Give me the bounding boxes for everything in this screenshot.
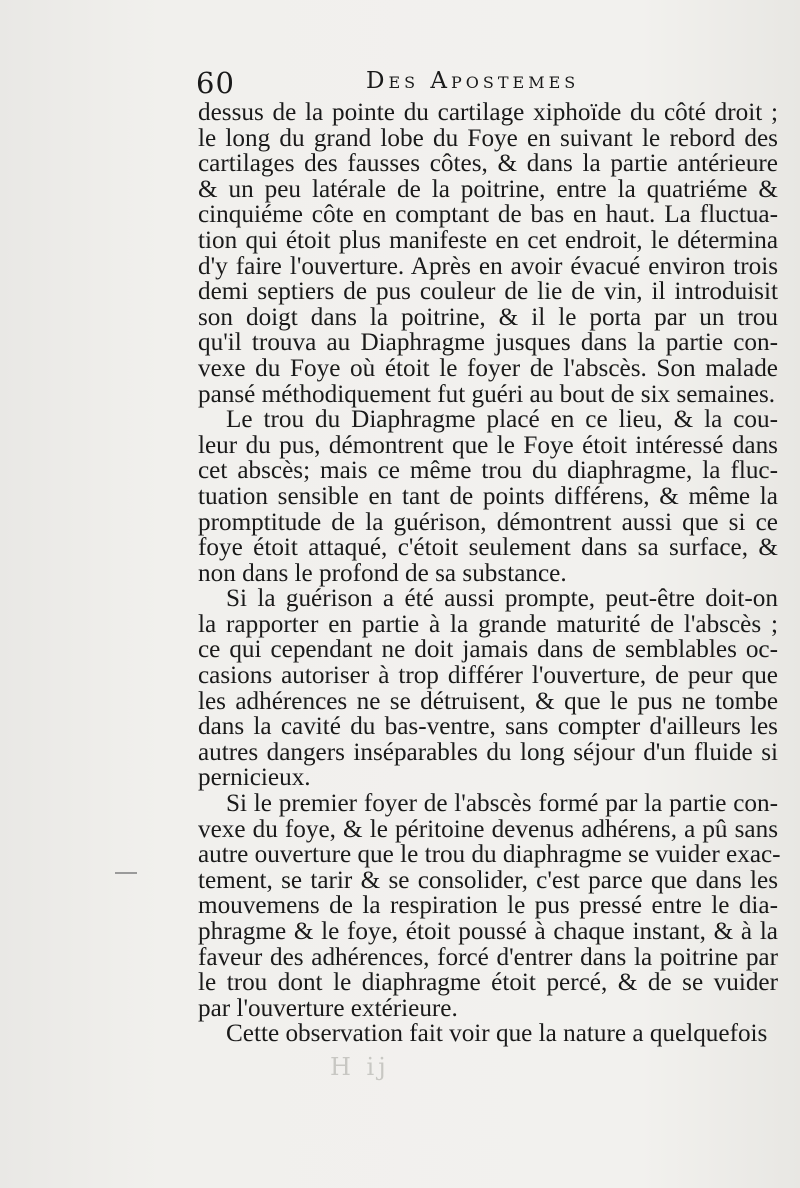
text-line: leur du pus, démontrent que le Foye étoit intéressé dans [198,431,778,459]
text-line: pernicieux. [198,764,311,792]
paragraph [198,1021,778,1047]
text-line: ce qui cependant ne doit jamais dans de semblables oc- [198,636,778,664]
text-line: phragme & le foye, étoit poussé à chaque instant, & à la [198,918,778,945]
text-line: & un peu latérale de la poitrine, entre la quatriéme & [198,175,778,203]
text-line: cartilages des fausses côtes, & dans la partie antérieure [198,150,778,178]
margin-mark [115,872,137,874]
signature-mark: H ij [330,1053,390,1081]
text-line: qu'il trouva au Diaphragme jusques dans la partie con- [198,329,778,357]
paragraph [198,586,778,791]
text-line: tement, se tarir & se consolider, c'est parce que dans les [198,866,778,894]
text-line: la rapporter en partie à la grande maturité de l'abscès ; [198,610,778,638]
text-line: promptitude de la guérison, démontrent aussi que si ce [198,508,778,536]
text-line: faveur des adhérences, forcé d'entrer dans la poitrine par [198,943,778,971]
text-line: cinquiéme côte en comptant de bas en haut. La fluctua- [198,201,778,229]
text-line: d'y faire l'ouverture. Après en avoir évacué environ trois [198,252,778,280]
text-line: Le trou du Diaphragme placé en ce lieu, & la cou- [226,406,778,434]
text-line: foye étoit attaqué, c'étoit seulement dans sa surface, & [198,534,778,562]
text-line: demi septiers de pus couleur de lie de vin, il introduisit [198,278,778,306]
text-line: vexe du Foye où étoit le foyer de l'abscès. Son malade [198,354,778,382]
page-number: 60 [196,66,235,100]
text-line: cet abscès; mais ce même trou du diaphragme, la fluc- [198,457,778,485]
text-line: le trou dont le diaphragme étoit percé, & de se vuider [198,969,778,997]
text-line: dans la cavité du bas-ventre, sans compter d'ailleurs les [198,713,778,741]
text-line: autre ouverture que le trou du diaphragme se vuider exac- [198,841,781,869]
text-line: casions autoriser à trop différer l'ouverture, de peur que [198,662,778,690]
text-line: non dans le profond de sa substance. [198,559,567,587]
text-line: tion qui étoit plus manifeste en cet endroit, le détermina [198,226,778,254]
running-title: Des Apostemes [366,68,580,94]
text-line: les adhérences ne se détruisent, & que le pus ne tombe [198,687,778,715]
text-line: vexe du foye, & le péritoine devenus adhérens, a pû sans [198,815,778,843]
text-line: dessus de la pointe du cartilage xiphoïde du côté droit ; [198,99,778,126]
paragraph [198,790,781,1022]
text-line: tuation sensible en tant de points différens, & même la [198,482,778,510]
body-text [198,99,781,1048]
text-line: pansé méthodiquement fut guéri au bout de six semaines. [198,380,776,408]
text-line: Cette observation fait voir que la nature a quelquefois [226,1020,768,1048]
text-line: son doigt dans la poitrine, & il le porta par un trou [198,303,778,331]
page-header [196,64,776,104]
text-line: mouvemens de la respiration le pus pressé entre le dia- [198,892,778,920]
paragraph [198,407,778,586]
paragraph [198,100,778,407]
text-line: autres dangers inséparables du long séjour d'un fluide si [198,738,778,766]
text-line: Si la guérison a été aussi prompte, peut-être doit-on [226,585,778,613]
text-line: Si le premier foyer de l'abscès formé par la partie con- [226,790,778,818]
text-line: le long du grand lobe du Foye en suivant le rebord des [198,124,778,152]
text-line: par l'ouverture extérieure. [198,994,458,1022]
